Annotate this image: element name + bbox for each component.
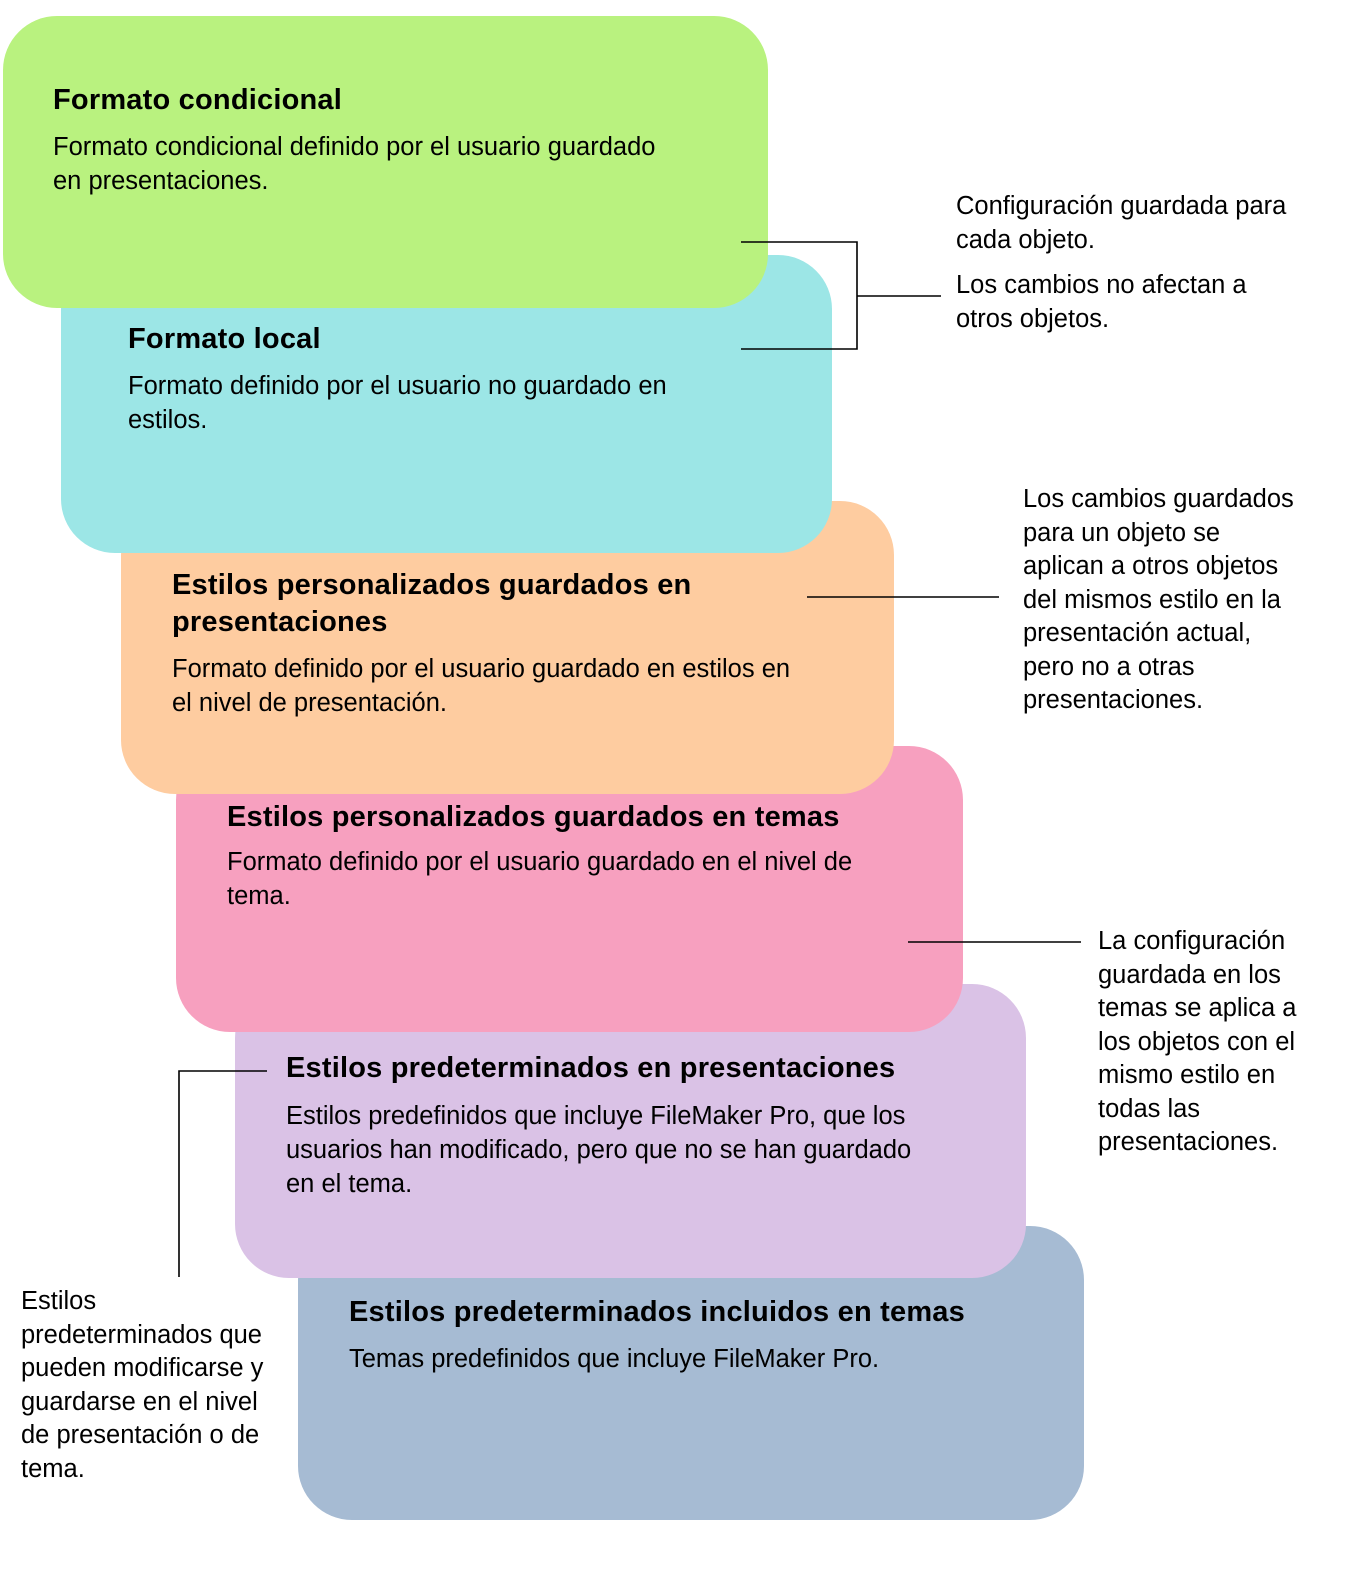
layer-description: Formato definido por el usuario guardado en estilos en el nivel de presentación. xyxy=(172,655,791,717)
annotation-paragraph: Los cambios no afectan a otros objetos. xyxy=(956,271,1247,333)
layer-title: Estilos personalizados guardados en temas xyxy=(227,801,840,833)
annotation-layout-changes: Los cambios guardados para un objeto se aplican a otros objetos del mismos estilo en la presentación actual, pero no a otras presentaciones. xyxy=(1023,485,1294,714)
layer-description: Estilos predefinidos que incluye FileMaker Pro, que los usuarios han modificado, pero que no se han guardado en el tema. xyxy=(286,1102,912,1198)
annotation-theme-settings: La configuración guardada en los temas se aplica a los objetos con el mismo estilo en todas las presentaciones. xyxy=(1098,927,1297,1156)
layer-description: Temas predefinidos que incluye FileMaker Pro. xyxy=(349,1345,880,1373)
layer-title: Estilos predeterminados en presentaciones xyxy=(286,1052,896,1084)
annotation-object-settings xyxy=(956,190,1286,336)
layer-conditional-format xyxy=(3,16,768,308)
layer-title: Formato local xyxy=(128,323,321,355)
layer-title: Formato condicional xyxy=(53,84,342,116)
layer-description: Formato definido por el usuario no guardado en estilos. xyxy=(128,372,667,434)
layer-title: Estilos personalizados guardados en presentaciones xyxy=(172,569,692,638)
layer-title: Estilos predeterminados incluidos en temas xyxy=(349,1296,965,1328)
annotation-default-styles: Estilos predeterminados que pueden modificarse y guardarse en el nivel de presentación o de tema. xyxy=(21,1287,264,1483)
annotation-paragraph: Configuración guardada para cada objeto. xyxy=(956,192,1287,254)
layer-description: Formato definido por el usuario guardado en el nivel de tema. xyxy=(227,848,853,910)
layer-description: Formato condicional definido por el usuario guardado en presentaciones. xyxy=(53,133,656,195)
